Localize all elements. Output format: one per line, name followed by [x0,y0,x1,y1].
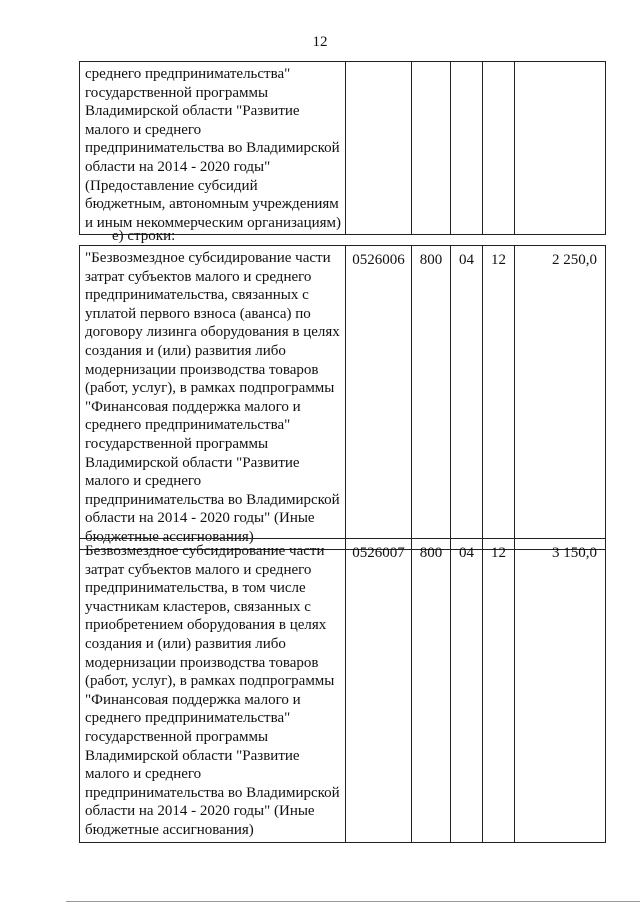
rows-table-1 [79,245,606,550]
description-cell: "Безвозмездное субсидирование части затрат субъектов малого и среднего предпринимательства, связанных с уплатой первого взноса (аванса) по договору лизинга оборудования в целях создания и (или) развития либо модернизации производства товаров (работ, услуг), в рамках подпрограммы "Финансовая поддержка малого и среднего предпринимательства" государственной программы Владимирской области "Развитие малого и среднего предпринимательства во Владимирской области на 2014 - 2020 годы" (Иные бюджетные ассигнования) [80,246,346,550]
table-row [80,62,606,235]
vr-cell: 800 [412,246,451,550]
vr-cell: 800 [412,539,451,843]
vr-cell [412,62,451,235]
description-cell: среднего предпринимательства" государственной программы Владимирской области "Развитие малого и среднего предпринимательства во Владимирской области на 2014 - 2020 годы" (Предоставление субсидий бюджетным, автономным учреждениям и иным некоммерческим организациям) [80,62,346,235]
amount-cell [515,62,606,235]
pr-cell: 12 [483,246,515,550]
rz-cell: 04 [451,539,483,843]
rows-table-2 [79,538,606,843]
pr-cell: 12 [483,539,515,843]
code-cell: 0526007 [346,539,412,843]
code-cell [346,62,412,235]
continuation-table [79,61,606,235]
table-row [80,246,606,550]
amount-cell: 2 250,0 [515,246,606,550]
amount-cell: 3 150,0 [515,539,606,843]
rz-cell [451,62,483,235]
code-cell: 0526006 [346,246,412,550]
section-label: е) строки: [112,228,176,244]
table-row [80,539,606,843]
bottom-rule [66,901,640,902]
page-number: 12 [312,34,328,50]
description-cell: Безвозмездное субсидирование части затрат субъектов малого и среднего предпринимательства, в том числе участникам кластеров, связанных с приобретением оборудования в целях создания и (или) развития либо модернизации производства товаров (работ, услуг), в рамках подпрограммы "Финансовая поддержка малого и среднего предпринимательства" государственной программы Владимирской области "Развитие малого и среднего предпринимательства во Владимирской области на 2014 - 2020 годы" (Иные бюджетные ассигнования) [80,539,346,843]
rz-cell: 04 [451,246,483,550]
pr-cell [483,62,515,235]
